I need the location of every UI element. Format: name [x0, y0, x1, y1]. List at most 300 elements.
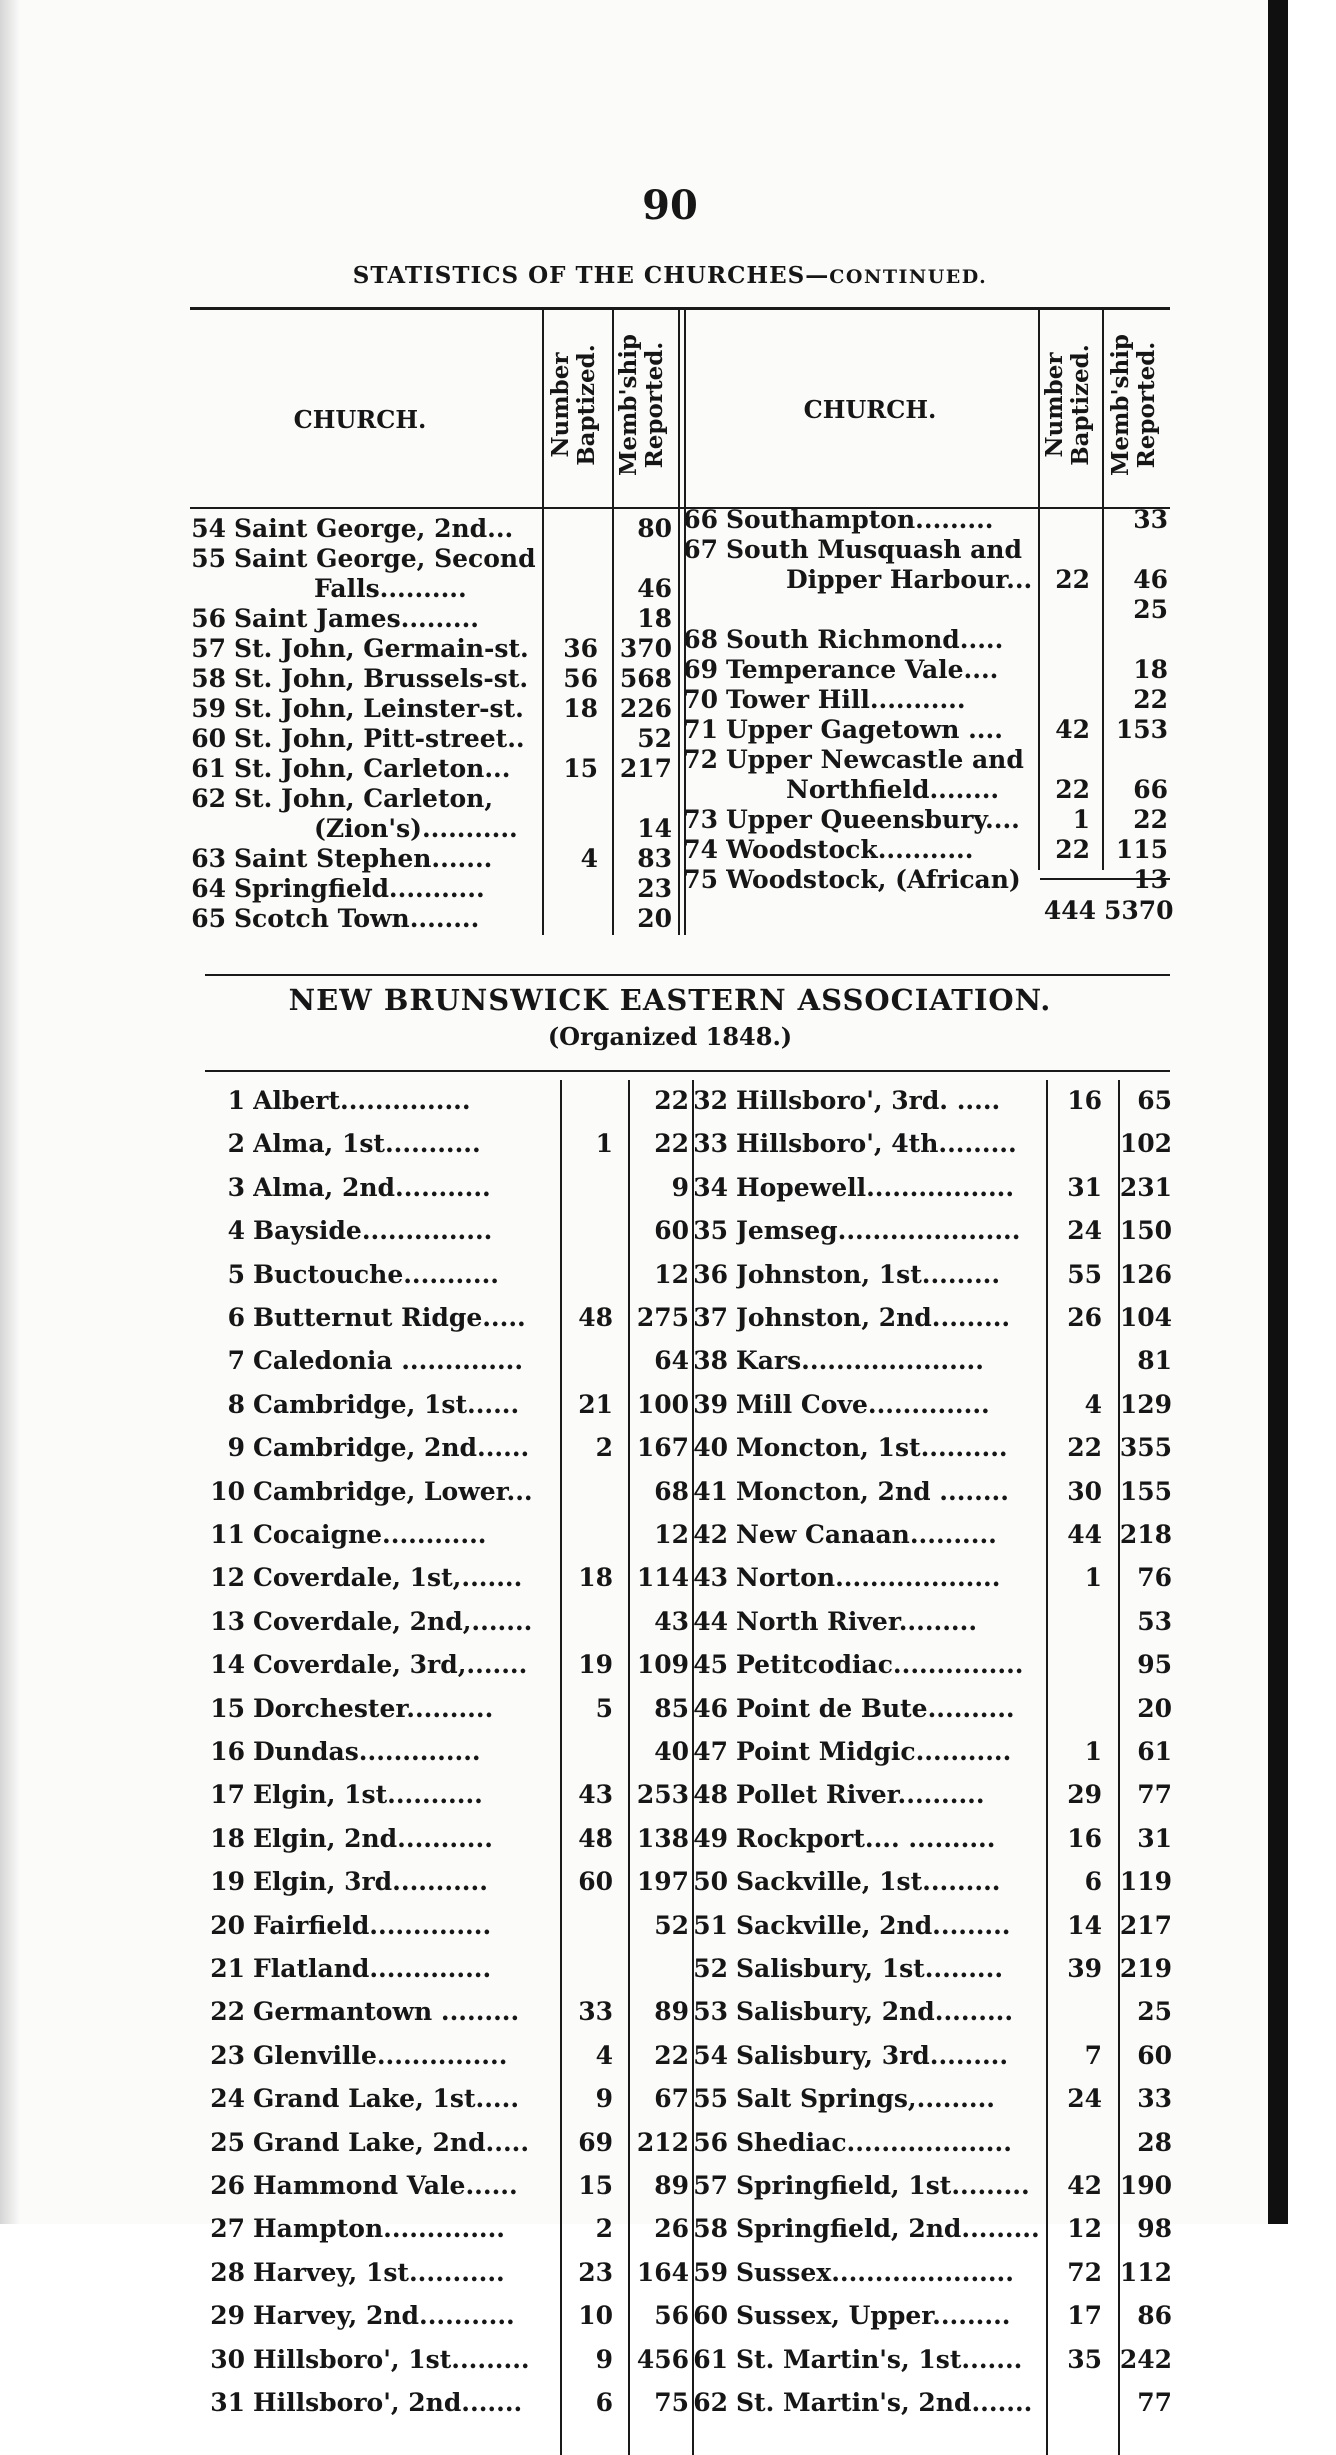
church-name: Jemseg..................... — [736, 1216, 1021, 1246]
row-number: 39 — [693, 1389, 728, 1419]
row-number: 9 — [227, 1433, 245, 1463]
baptized-value: 33 — [578, 1997, 613, 2027]
row-number: 61 — [191, 754, 226, 783]
baptized-value: 7 — [1084, 2040, 1102, 2070]
row-number: 7 — [227, 1346, 245, 1376]
church-name: New Canaan.......... — [736, 1520, 997, 1549]
membership-value: 568 — [619, 664, 672, 693]
row-number: 70 — [683, 685, 718, 714]
row-number: 62 — [693, 2388, 728, 2417]
church-name: Falls.......... — [314, 574, 467, 603]
association-bottom-rule — [205, 1070, 1170, 1072]
membership-value: 9 — [671, 1172, 689, 1202]
membership-value: 61 — [1137, 1737, 1172, 1766]
church-name: Johnston, 1st......... — [736, 1259, 1001, 1289]
membership-value: 77 — [1137, 1780, 1172, 1810]
membership-value: 22 — [654, 1129, 689, 1159]
church-name: Glenville............... — [253, 2040, 508, 2070]
row-number: 38 — [693, 1346, 728, 1376]
church-name: Coverdale, 3rd,....... — [253, 1650, 528, 1680]
membership-value: 129 — [1119, 1389, 1172, 1419]
membership-value: 126 — [1119, 1259, 1172, 1289]
membership-value: 164 — [636, 2257, 689, 2287]
row-number: 74 — [683, 835, 718, 864]
baptized-value: 1 — [1072, 805, 1090, 834]
church-name: St. John, Carleton, — [234, 784, 494, 813]
church-name: Salisbury, 3rd......... — [736, 2040, 1009, 2070]
row-number: 20 — [210, 1910, 245, 1940]
membership-value: 66 — [1133, 775, 1168, 804]
baptized-value: 22 — [1055, 835, 1090, 864]
membership-value: 115 — [1115, 835, 1168, 864]
membership-value: 40 — [654, 1737, 689, 1766]
membership-value: 95 — [1137, 1650, 1172, 1680]
membership-value: 26 — [654, 2214, 689, 2244]
column-header-membership-left: Memb'ship Reported. — [615, 333, 668, 477]
baptized-value: 44 — [1067, 1520, 1102, 1549]
row-number: 4 — [227, 1216, 245, 1246]
row-number: 51 — [693, 1910, 728, 1940]
membership-value: 43 — [654, 1606, 689, 1636]
membership-value: 28 — [1137, 2127, 1172, 2157]
church-name: Sackville, 2nd......... — [736, 1910, 1011, 1940]
church-name: Springfield........... — [234, 874, 485, 903]
church-name: Fairfield.............. — [253, 1910, 492, 1940]
church-name: Cocaigne............ — [253, 1520, 487, 1549]
row-number: 71 — [683, 715, 718, 744]
membership-value: 25 — [1133, 595, 1168, 624]
membership-value: 23 — [637, 874, 672, 903]
baptized-value: 1 — [595, 1129, 613, 1159]
church-name: Mill Cove.............. — [736, 1389, 990, 1419]
church-name: Butternut Ridge..... — [253, 1303, 526, 1332]
column-header-church-right: CHURCH. — [803, 395, 937, 424]
church-name: Moncton, 2nd ........ — [736, 1476, 1009, 1506]
row-number: 53 — [693, 1997, 728, 2027]
church-name: St. John, Brussels-st. — [234, 664, 529, 693]
membership-value: 65 — [1137, 1086, 1172, 1115]
membership-value: 218 — [1119, 1520, 1172, 1549]
membership-value: 31 — [1137, 1823, 1172, 1853]
church-name: Salisbury, 2nd......... — [736, 1997, 1014, 2027]
membership-value: 153 — [1115, 715, 1168, 744]
membership-value: 89 — [654, 1997, 689, 2027]
membership-value: 80 — [637, 514, 672, 543]
membership-value: 33 — [1133, 505, 1168, 534]
membership-value: 167 — [636, 1433, 689, 1463]
membership-value: 14 — [637, 814, 672, 843]
baptized-value: 60 — [578, 1867, 613, 1897]
membership-value: 56 — [654, 2301, 689, 2331]
row-number: 54 — [191, 514, 226, 543]
row-number: 55 — [693, 2084, 728, 2114]
row-number: 60 — [191, 724, 226, 753]
baptized-value: 19 — [578, 1650, 613, 1680]
row-number: 58 — [693, 2214, 728, 2244]
church-name: Germantown ......... — [253, 1997, 520, 2027]
row-number: 34 — [693, 1172, 728, 1202]
membership-value: 20 — [637, 904, 672, 933]
church-name: Coverdale, 2nd,....... — [253, 1606, 533, 1636]
row-number: 2 — [227, 1129, 245, 1159]
row-number: 55 — [191, 544, 226, 573]
membership-value: 77 — [1137, 2388, 1172, 2417]
church-name: Sussex..................... — [736, 2257, 1014, 2287]
church-name: Upper Queensbury.... — [726, 805, 1020, 834]
membership-value: 253 — [636, 1780, 689, 1810]
church-name: Woodstock........... — [726, 835, 974, 864]
membership-value: 197 — [636, 1867, 689, 1897]
church-name: St. Martin's, 1st....... — [736, 2344, 1023, 2374]
baptized-value: 22 — [1055, 565, 1090, 594]
church-name: Buctouche........... — [253, 1259, 499, 1289]
column-divider — [542, 310, 544, 935]
baptized-value: 6 — [595, 2388, 613, 2417]
row-number: 60 — [693, 2301, 728, 2331]
membership-value: 242 — [1119, 2344, 1172, 2374]
row-number: 36 — [693, 1259, 728, 1289]
membership-value: 64 — [654, 1346, 689, 1376]
row-number: 6 — [227, 1303, 245, 1332]
membership-value: 18 — [1133, 655, 1168, 684]
row-number: 63 — [191, 844, 226, 873]
row-number: 25 — [210, 2127, 245, 2157]
row-number: 31 — [210, 2388, 245, 2417]
church-name: Hampton.............. — [253, 2214, 506, 2244]
row-number: 29 — [210, 2301, 245, 2331]
row-number: 43 — [693, 1563, 728, 1593]
table-top-rule — [190, 307, 1170, 310]
row-number: 73 — [683, 805, 718, 834]
row-number: 58 — [191, 664, 226, 693]
row-number: 33 — [693, 1129, 728, 1159]
membership-value: 13 — [1133, 865, 1168, 894]
baptized-value: 24 — [1067, 1216, 1102, 1246]
membership-value: 138 — [636, 1823, 689, 1853]
association-title: NEW BRUNSWICK EASTERN ASSOCIATION. — [288, 983, 1052, 1017]
row-number: 12 — [210, 1563, 245, 1593]
church-name: Saint Stephen....... — [234, 844, 493, 873]
row-number: 15 — [210, 1693, 245, 1723]
membership-value: 85 — [654, 1693, 689, 1723]
church-name: Hillsboro', 4th......... — [736, 1129, 1017, 1159]
church-name: North River......... — [736, 1606, 978, 1636]
column-header-baptized-right: Number Baptized. — [1041, 344, 1094, 466]
church-name: Scotch Town........ — [234, 904, 480, 933]
church-name: South Richmond..... — [726, 625, 1004, 654]
row-number: 13 — [210, 1606, 245, 1636]
baptized-value: 6 — [1084, 1867, 1102, 1897]
membership-value: 102 — [1119, 1129, 1172, 1159]
baptized-value: 4 — [1084, 1389, 1102, 1419]
church-name: Point Midgic........... — [736, 1737, 1012, 1766]
baptized-value: 42 — [1055, 715, 1090, 744]
membership-value: 114 — [636, 1563, 689, 1593]
membership-value: 217 — [1119, 1910, 1172, 1940]
church-name: Northfield........ — [786, 775, 1000, 804]
baptized-value: 39 — [1067, 1954, 1102, 1983]
row-number: 57 — [693, 2171, 728, 2200]
church-name: St. John, Leinster-st. — [234, 694, 524, 723]
row-number: 68 — [683, 625, 718, 654]
membership-value: 86 — [1137, 2301, 1172, 2331]
membership-value: 75 — [654, 2388, 689, 2417]
church-name: Kars..................... — [736, 1346, 984, 1376]
row-number: 64 — [191, 874, 226, 903]
row-number: 57 — [191, 634, 226, 663]
church-name: Cambridge, Lower... — [253, 1476, 533, 1506]
church-name: Salisbury, 1st......... — [736, 1954, 1004, 1983]
row-number: 37 — [693, 1303, 728, 1332]
baptized-value: 18 — [563, 694, 598, 723]
church-name: Sussex, Upper......... — [736, 2301, 1011, 2331]
membership-value: 20 — [1137, 1693, 1172, 1723]
membership-value: 67 — [654, 2084, 689, 2114]
church-name: Springfield, 1st......... — [736, 2171, 1030, 2200]
membership-value: 52 — [637, 724, 672, 753]
membership-value: 46 — [1133, 565, 1168, 594]
membership-value: 68 — [654, 1476, 689, 1506]
membership-value: 217 — [619, 754, 672, 783]
row-number: 56 — [191, 604, 226, 633]
baptized-value: 2 — [595, 1433, 613, 1463]
membership-value: 53 — [1137, 1606, 1172, 1636]
membership-value: 219 — [1119, 1954, 1172, 1983]
membership-value: 22 — [1133, 685, 1168, 714]
baptized-value: 16 — [1067, 1823, 1102, 1853]
baptized-value: 48 — [578, 1823, 613, 1853]
baptized-value: 36 — [563, 634, 598, 663]
membership-value: 112 — [1119, 2257, 1172, 2287]
row-number: 61 — [693, 2344, 728, 2374]
row-number: 75 — [683, 865, 718, 894]
row-number: 49 — [693, 1823, 728, 1853]
membership-value: 119 — [1119, 1867, 1172, 1897]
membership-value: 100 — [636, 1389, 689, 1419]
membership-value: 98 — [1137, 2214, 1172, 2244]
baptized-value: 15 — [563, 754, 598, 783]
church-name: Alma, 1st........... — [253, 1129, 481, 1159]
church-name: Cambridge, 1st...... — [253, 1389, 520, 1419]
church-name: Pollet River.......... — [736, 1780, 985, 1810]
row-number: 62 — [191, 784, 226, 813]
row-number: 41 — [693, 1476, 728, 1506]
baptized-value: 22 — [1067, 1433, 1102, 1463]
column-header-membership-right: Memb'ship Reported. — [1107, 333, 1160, 477]
row-number: 59 — [191, 694, 226, 723]
baptized-value: 17 — [1067, 2301, 1102, 2331]
membership-value: 60 — [654, 1216, 689, 1246]
baptized-value: 29 — [1067, 1780, 1102, 1810]
row-number: 32 — [693, 1086, 728, 1115]
baptized-value: 12 — [1067, 2214, 1102, 2244]
church-name: Hillsboro', 3rd. ..... — [736, 1086, 1001, 1115]
church-name: Grand Lake, 1st..... — [253, 2084, 520, 2114]
row-number: 40 — [693, 1433, 728, 1463]
row-number: 52 — [693, 1954, 728, 1983]
baptized-value: 4 — [595, 2040, 613, 2070]
baptized-value: 24 — [1067, 2084, 1102, 2114]
membership-value: 81 — [1137, 1346, 1172, 1376]
church-name: Temperance Vale.... — [726, 655, 999, 684]
row-number: 3 — [227, 1172, 245, 1202]
baptized-value: 4 — [580, 844, 598, 873]
row-number: 10 — [210, 1476, 245, 1506]
column-divider — [560, 1080, 562, 2455]
church-name: Upper Newcastle and — [726, 745, 1024, 774]
page-edge-dark — [1268, 0, 1288, 2224]
church-name: St. John, Germain-st. — [234, 634, 529, 663]
church-name: Bayside............... — [253, 1216, 493, 1246]
row-number: 47 — [693, 1737, 728, 1766]
row-number: 56 — [693, 2127, 728, 2157]
membership-value: 275 — [636, 1303, 689, 1332]
row-number: 14 — [210, 1650, 245, 1680]
row-number: 16 — [210, 1737, 245, 1766]
church-name: Point de Bute.......... — [736, 1693, 1015, 1723]
baptized-value: 56 — [563, 664, 598, 693]
baptized-value: 26 — [1067, 1303, 1102, 1332]
church-name: Moncton, 1st.......... — [736, 1433, 1008, 1463]
membership-value: 60 — [1137, 2040, 1172, 2070]
row-number: 24 — [210, 2084, 245, 2114]
membership-value: 76 — [1137, 1563, 1172, 1593]
church-name: Dipper Harbour... — [786, 565, 1033, 594]
church-name: Caledonia .............. — [253, 1346, 524, 1376]
heading-main: STATISTICS OF THE CHURCHES— — [352, 262, 830, 289]
row-number: 67 — [683, 535, 718, 564]
membership-value: 104 — [1119, 1303, 1172, 1332]
row-number: 48 — [693, 1780, 728, 1810]
membership-value: 155 — [1119, 1476, 1172, 1506]
church-name: Elgin, 2nd........... — [253, 1823, 493, 1853]
baptized-value: 35 — [1067, 2344, 1102, 2374]
baptized-value: 9 — [595, 2344, 613, 2374]
row-number: 11 — [210, 1520, 245, 1549]
membership-value: 190 — [1119, 2171, 1172, 2200]
row-number: 54 — [693, 2040, 728, 2070]
church-name: Alma, 2nd........... — [253, 1172, 491, 1202]
church-name: Harvey, 2nd........... — [253, 2301, 515, 2331]
church-name: Harvey, 1st........... — [253, 2257, 505, 2287]
church-name: Southampton......... — [726, 505, 994, 534]
church-name: Salt Springs,......... — [736, 2084, 995, 2114]
church-name: Petitcodiac............... — [736, 1650, 1024, 1680]
membership-value: 12 — [654, 1520, 689, 1549]
row-number: 66 — [683, 505, 718, 534]
church-name: Dorchester.......... — [253, 1693, 494, 1723]
church-name: Hopewell................. — [736, 1172, 1015, 1202]
row-number: 72 — [683, 745, 718, 774]
baptized-value: 43 — [578, 1780, 613, 1810]
membership-value: 18 — [637, 604, 672, 633]
baptized-value: 1 — [1084, 1737, 1102, 1766]
row-number: 1 — [227, 1086, 245, 1115]
baptized-value: 18 — [578, 1563, 613, 1593]
row-number: 5 — [227, 1259, 245, 1289]
church-name: (Zion's)........... — [314, 814, 518, 843]
membership-value: 355 — [1119, 1433, 1172, 1463]
page-heading — [200, 262, 1140, 289]
membership-value: 456 — [636, 2344, 689, 2374]
row-number: 18 — [210, 1823, 245, 1853]
association-subtitle: (Organized 1848.) — [547, 1022, 793, 1051]
church-name: Upper Gagetown .... — [726, 715, 1003, 744]
page-edge-shadow — [0, 0, 20, 2224]
baptized-value: 48 — [578, 1303, 613, 1332]
page-number: 90 — [642, 182, 698, 229]
row-number: 19 — [210, 1867, 245, 1897]
association-top-rule — [205, 974, 1170, 976]
membership-value: 12 — [654, 1259, 689, 1289]
church-name: Albert............... — [253, 1086, 471, 1115]
row-number: 26 — [210, 2171, 245, 2200]
church-name: Hillsboro', 1st......... — [253, 2344, 530, 2374]
church-name: Hammond Vale...... — [253, 2171, 518, 2200]
church-name: Norton................... — [736, 1563, 1001, 1593]
baptized-value: 69 — [578, 2127, 613, 2157]
membership-value: 89 — [654, 2171, 689, 2200]
row-number: 45 — [693, 1650, 728, 1680]
church-name: Shediac................... — [736, 2127, 1012, 2157]
row-number: 35 — [693, 1216, 728, 1246]
row-number: 46 — [693, 1693, 728, 1723]
membership-value: 46 — [637, 574, 672, 603]
baptized-value: 55 — [1067, 1259, 1102, 1289]
church-name: Flatland.............. — [253, 1954, 492, 1983]
church-name: Dundas.............. — [253, 1737, 481, 1766]
membership-value: 22 — [654, 1086, 689, 1115]
baptized-value: 9 — [595, 2084, 613, 2114]
baptized-value: 16 — [1067, 1086, 1102, 1115]
baptized-value: 14 — [1067, 1910, 1102, 1940]
membership-value: 33 — [1137, 2084, 1172, 2114]
row-number: 50 — [693, 1867, 728, 1897]
baptized-value: 23 — [578, 2257, 613, 2287]
church-name: Coverdale, 1st,....... — [253, 1563, 523, 1593]
row-number: 22 — [210, 1997, 245, 2027]
membership-value: 22 — [654, 2040, 689, 2070]
membership-value: 370 — [619, 634, 672, 663]
column-header-church-left: CHURCH. — [293, 405, 427, 434]
church-name: Cambridge, 2nd...... — [253, 1433, 530, 1463]
baptized-value: 5 — [595, 1693, 613, 1723]
baptized-value: 21 — [578, 1389, 613, 1419]
baptized-value: 2 — [595, 2214, 613, 2244]
church-name: Springfield, 2nd......... — [736, 2214, 1040, 2244]
church-name: Saint George, Second — [234, 544, 536, 573]
membership-value: 226 — [619, 694, 672, 723]
membership-value: 231 — [1119, 1172, 1172, 1202]
row-number: 30 — [210, 2344, 245, 2374]
baptized-value: 10 — [578, 2301, 613, 2331]
row-number: 65 — [191, 904, 226, 933]
row-number: 21 — [210, 1954, 245, 1983]
church-name: Sackville, 1st......... — [736, 1867, 1001, 1897]
baptized-value: 72 — [1067, 2257, 1102, 2287]
membership-value: 109 — [636, 1650, 689, 1680]
church-name: South Musquash and — [726, 535, 1022, 564]
baptized-value: 22 — [1055, 775, 1090, 804]
church-name: Hillsboro', 2nd....... — [253, 2388, 523, 2417]
row-number: 42 — [693, 1520, 728, 1549]
church-name: St. John, Carleton... — [234, 754, 511, 783]
church-name: Johnston, 2nd......... — [736, 1303, 1011, 1332]
church-name: Saint George, 2nd... — [234, 514, 514, 543]
baptized-value: 1 — [1084, 1563, 1102, 1593]
church-name: Elgin, 1st........... — [253, 1780, 483, 1810]
row-number: 17 — [210, 1780, 245, 1810]
